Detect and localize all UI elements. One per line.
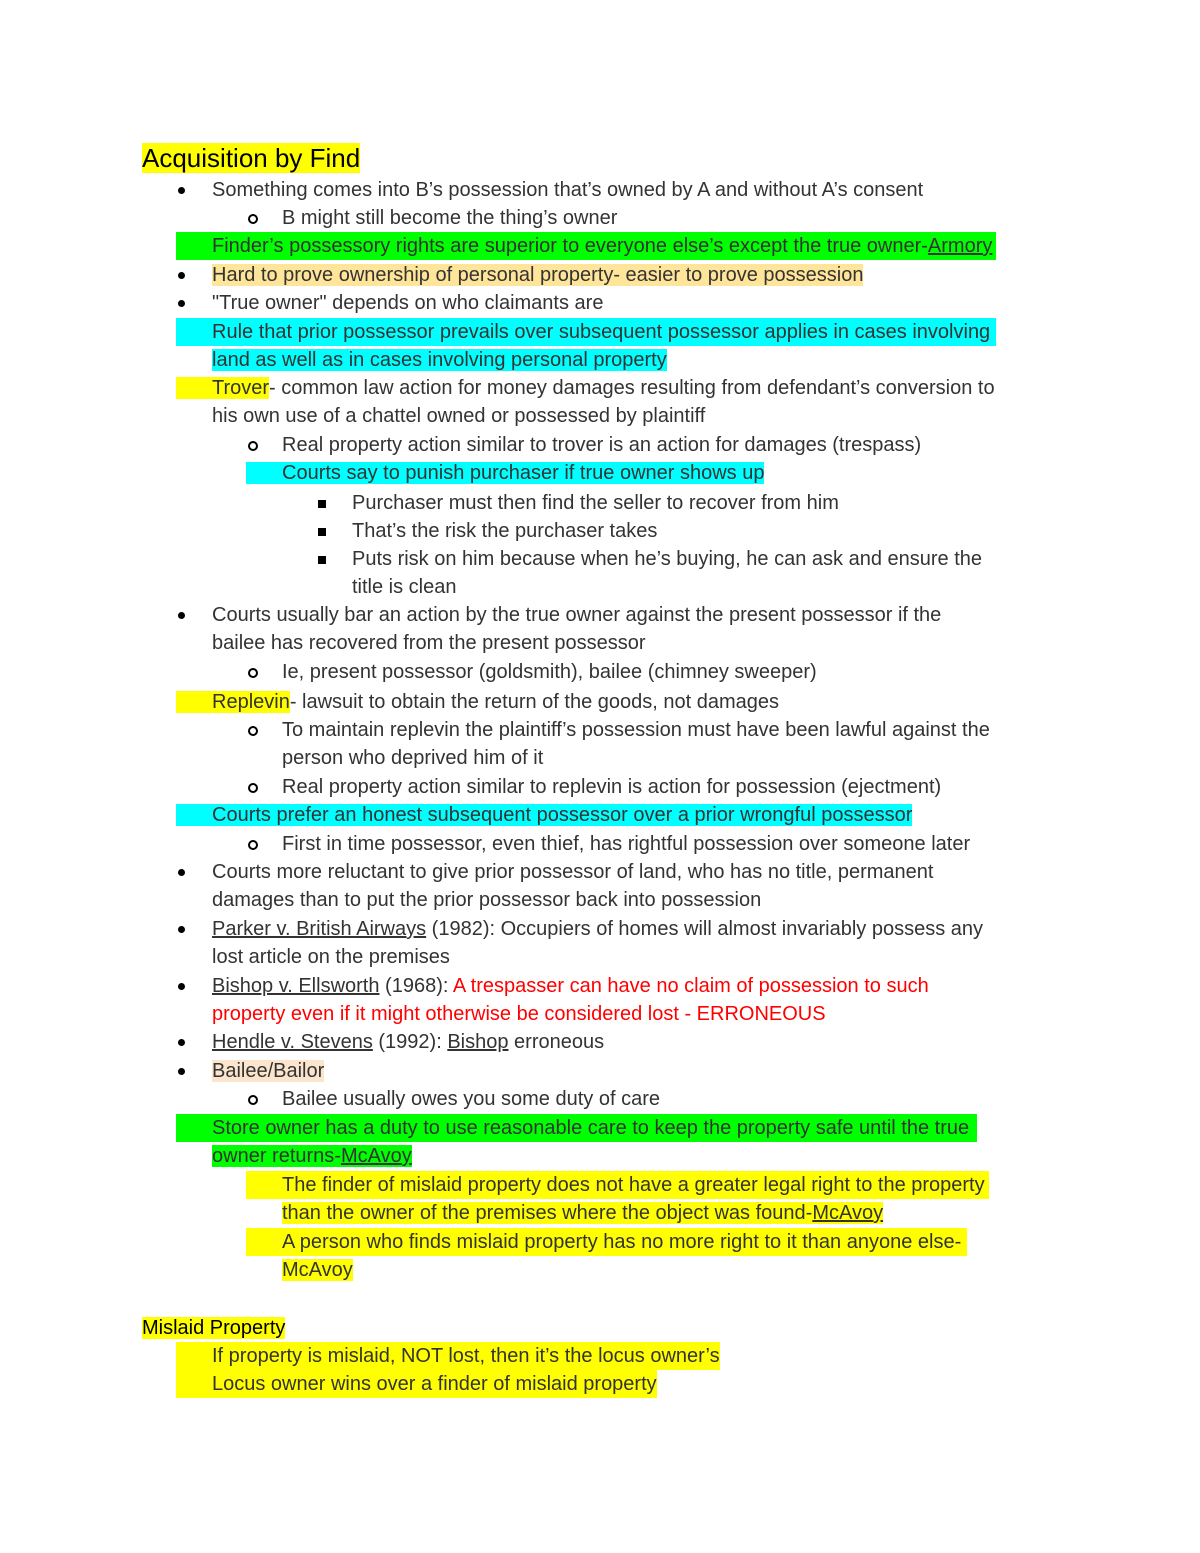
- text-segment: (1968):: [379, 975, 453, 997]
- bullet-square: [318, 500, 326, 508]
- text-segment: Courts prefer an honest subsequent possessor over a prior wrongful possessor: [176, 804, 912, 826]
- list-item: [246, 1228, 967, 1256]
- list-item: [246, 1171, 989, 1199]
- text-segment: Replevin: [176, 691, 290, 713]
- text-segment: The finder of mislaid property does not have a greater legal right to the property: [282, 1174, 985, 1196]
- text-segment: damages than to put the prior possessor back into possession: [212, 889, 762, 911]
- text-segment: Something comes into B’s possession that’s owned by A and without A’s consent: [212, 179, 924, 201]
- list-item: [176, 1342, 720, 1370]
- text-segment: (1992):: [372, 1031, 448, 1053]
- text-segment: Store owner has a duty to use reasonable care to keep the property safe until the true: [212, 1117, 970, 1139]
- text-segment: Puts risk on him because when he’s buying, he can ask and ensure the: [352, 548, 983, 570]
- list-item: [212, 915, 983, 943]
- list-item: [212, 886, 761, 914]
- text-segment: erroneous: [508, 1031, 605, 1053]
- text-segment: Courts say to punish purchaser if true owner shows up: [246, 462, 764, 484]
- bullet-circle: [248, 668, 258, 678]
- text-segment: (1982): Occupiers of homes will almost invariably possess any: [426, 918, 984, 940]
- bullet-disc: [178, 300, 185, 307]
- bullet-square: [318, 528, 326, 536]
- list-item: [282, 658, 817, 686]
- bullet-disc: [178, 869, 185, 876]
- list-item: [352, 545, 982, 573]
- list-item: [176, 801, 912, 829]
- text-segment: Courts more reluctant to give prior possessor of land, who has no title, permanent: [212, 861, 934, 883]
- list-item: [212, 1000, 826, 1028]
- list-item: [212, 972, 929, 1000]
- text-segment: title is clean: [352, 576, 457, 598]
- case-hendle: Hendle v. Stevens: [212, 1031, 373, 1053]
- list-item: [176, 1114, 977, 1142]
- case-bishop-ref: Bishop: [447, 1031, 509, 1053]
- text-segment: First in time possessor, even thief, has rightful possession over someone later: [282, 833, 971, 855]
- bullet-disc: [178, 983, 185, 990]
- list-item: [212, 1142, 412, 1170]
- list-item: [352, 489, 839, 517]
- bullet-circle: [248, 1095, 258, 1105]
- text-segment: To maintain replevin the plaintiff’s possession must have been lawful against the: [282, 719, 990, 741]
- list-item: [212, 1057, 324, 1085]
- list-item: [282, 716, 990, 744]
- list-item: [212, 629, 646, 657]
- list-item: [352, 517, 657, 545]
- list-item: [282, 1199, 883, 1227]
- text-segment: property even if it might otherwise be considered lost - ERRONEOUS: [212, 1003, 826, 1025]
- list-item: [176, 232, 996, 260]
- bullet-circle: [248, 441, 258, 451]
- highlight-span: [212, 1145, 412, 1167]
- text-segment: Purchaser must then find the seller to recover from him: [352, 492, 839, 514]
- heading-acquisition-by-find: [142, 141, 360, 175]
- text-segment: Courts usually bar an action by the true owner against the present possessor if the: [212, 604, 942, 626]
- text-segment: Bailee usually owes you some duty of care: [282, 1088, 660, 1110]
- list-item: [176, 1370, 657, 1398]
- bullet-circle: [248, 783, 258, 793]
- text-segment: A trespasser can have no claim of possession to such: [452, 975, 929, 997]
- list-item: [212, 261, 863, 289]
- case-armory: Armory: [927, 235, 993, 257]
- bullet-square: [318, 556, 326, 564]
- text-segment: Finder’s possessory rights are superior to everyone else’s except the true owner-: [212, 235, 928, 257]
- list-item: [212, 601, 941, 629]
- text-segment: Acquisition by Find: [142, 143, 361, 173]
- bullet-disc: [178, 272, 185, 279]
- list-item: [282, 431, 921, 459]
- text-segment: Bailee/Bailor: [212, 1060, 325, 1082]
- list-item: [212, 943, 450, 971]
- bullet-disc: [178, 926, 185, 933]
- case-mcavoy: McAvoy: [340, 1145, 412, 1167]
- text-segment: his own use of a chattel owned or possessed by plaintiff: [212, 405, 706, 427]
- list-item: [282, 744, 543, 772]
- text-segment: Ie, present possessor (goldsmith), bailee (chimney sweeper): [282, 661, 817, 683]
- text-segment: - lawsuit to obtain the return of the goods, not damages: [289, 691, 780, 713]
- bullet-disc: [178, 612, 185, 619]
- text-segment: land as well as in cases involving personal property: [212, 349, 667, 371]
- case-parker: Parker v. British Airways: [212, 918, 427, 940]
- text-segment: "True owner" depends on who claimants are: [212, 292, 604, 314]
- list-item: [282, 1085, 660, 1113]
- list-item: [282, 1256, 353, 1284]
- text-segment: If property is mislaid, NOT lost, then it’s the locus owner’s: [212, 1345, 720, 1367]
- list-item: [352, 573, 457, 601]
- heading-mislaid-property: [142, 1314, 285, 1342]
- bullet-circle: [248, 840, 258, 850]
- text-segment: - common law action for money damages resulting from defendant’s conversion to: [269, 377, 995, 399]
- text-segment: than the owner of the premises where the object was found-: [282, 1202, 813, 1224]
- text-segment: Real property action similar to trover is an action for damages (trespass): [282, 434, 922, 456]
- bullet-circle: [248, 726, 258, 736]
- list-item: [282, 830, 970, 858]
- text-segment: Trover: [176, 377, 269, 399]
- text-segment: A person who finds mislaid property has no more right to it than anyone else-: [282, 1231, 962, 1253]
- list-item: [176, 374, 995, 402]
- text-segment: Locus owner wins over a finder of mislaid property: [212, 1373, 657, 1395]
- list-item: [176, 318, 996, 346]
- list-item: [246, 459, 764, 487]
- text-segment: That’s the risk the purchaser takes: [352, 520, 658, 542]
- bullet-disc: [178, 1068, 185, 1075]
- bullet-disc: [178, 187, 185, 194]
- text-segment: lost article on the premises: [212, 946, 450, 968]
- text-segment: Rule that prior possessor prevails over subsequent possessor applies in cases involving: [212, 321, 991, 343]
- list-item: [212, 346, 667, 374]
- highlight-span: [282, 1202, 883, 1224]
- text-segment: McAvoy: [282, 1259, 353, 1281]
- text-segment: bailee has recovered from the present possessor: [212, 632, 646, 654]
- bullet-disc: [178, 1039, 185, 1046]
- list-item: [212, 402, 705, 430]
- case-mcavoy: McAvoy: [812, 1202, 884, 1224]
- text-segment: Mislaid Property: [142, 1317, 286, 1339]
- list-item: [212, 1028, 604, 1056]
- list-item: [212, 858, 933, 886]
- text-segment: B might still become the thing’s owner: [282, 207, 618, 229]
- text-segment: Real property action similar to replevin is action for possession (ejectment): [282, 776, 942, 798]
- list-item: [282, 773, 941, 801]
- list-item: [176, 688, 779, 716]
- list-item: [212, 176, 923, 204]
- case-bishop: Bishop v. Ellsworth: [212, 975, 380, 997]
- text-segment: Hard to prove ownership of personal property- easier to prove possession: [212, 264, 864, 286]
- list-item: [212, 289, 603, 317]
- text-segment: person who deprived him of it: [282, 747, 544, 769]
- list-item: [282, 204, 617, 232]
- bullet-circle: [248, 214, 258, 224]
- text-segment: owner returns-: [212, 1145, 341, 1167]
